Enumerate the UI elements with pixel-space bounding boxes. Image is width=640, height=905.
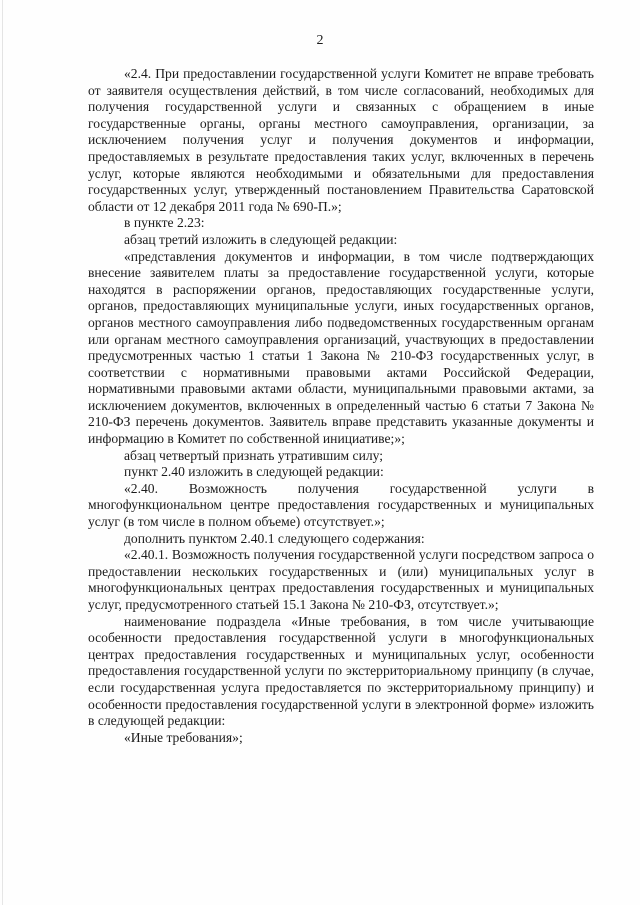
paragraph-inye-trebovaniya: «Иные требования»; — [124, 729, 243, 745]
paragraph-point-2-23: в пункте 2.23: — [124, 215, 205, 231]
paragraph-2-40: «2.40. Возможность получения государственной услуги в многофункциональном центре предоставления государственных и муниципальных услуг (в том числе в полном объеме) отсутствует.»; — [88, 480, 594, 530]
paragraph-subsection-title: наименование подраздела «Иные требования, в том числе учитывающие особенности предоставления государственной услуги в многофункциональных центрах предоставления государственных и муниципальных услуг, особенности предоставления государственной услуги по экстерриториальному принципу (в случае, если государственная услуга предоставляется по экстерриториальному принципу) и особенности предоставления государственной услуги в электронной форме» изложить в следующей редакции: — [88, 613, 594, 729]
paragraph-abzac-tretiy: абзац третий изложить в следующей редакции: — [124, 231, 398, 247]
scan-edge — [2, 0, 3, 905]
paragraph-abzac-chetvertyy: абзац четвертый признать утратившим силу; — [124, 447, 384, 463]
document-body — [88, 66, 594, 746]
paragraph-point-2-40-intro: пункт 2.40 изложить в следующей редакции: — [124, 464, 384, 480]
paragraph-predstavleniya: «представления документов и информации, в том числе подтверждающих внесение заявителем платы за предоставление государственной услуги, которые находятся в распоряжении органов, предоставляющих государственные услуги, органов, предоставляющих муниципальные услуги, иных государственных органов, органов местного самоуправления либо подведомственных государственным органам или органам местного самоуправления организаций, участвующих в предоставлении предусмотренных частью 1 статьи 1 Закона № 210-ФЗ государственных услуг, в соответствии с нормативными правовыми актами Российской Федерации, нормативными правовыми актами области, муниципальными правовыми актами, за исключением документов, включенных в определенный частью 6 статьи 7 Закона № 210-ФЗ перечень документов. Заявитель вправе представить указанные документы и информацию в Комитет по собственной инициативе;»; — [88, 248, 594, 447]
paragraph-2-4: «2.4. При предоставлении государственной услуги Комитет не вправе требовать от заявителя осуществления действий, в том числе согласований, необходимых для получения государственной услуги и связанных с обращением в иные государственные органы, органы местного самоуправления, организации, за исключением получения услуг и получения документов и информации, предоставляемых в результате предоставления таких услуг, включенных в перечень услуг, которые являются необходимыми и обязательными для предоставления государственных услуг, утвержденный постановлением Правительства Саратовской области от 12 декабря 2011 года № 690-П.»; — [88, 66, 594, 214]
page-number: 2 — [316, 33, 324, 48]
paragraph-2-40-1: «2.40.1. Возможность получения государственной услуги посредством запроса о предоставлении нескольких государственных и (или) муниципальных услуг в многофункциональных центрах предоставления государственных и муниципальных услуг, предусмотренного статьей 15.1 Закона № 210-ФЗ, отсутствует.»; — [88, 547, 594, 612]
paragraph-2-40-1-intro: дополнить пунктом 2.40.1 следующего содержания: — [124, 530, 425, 546]
